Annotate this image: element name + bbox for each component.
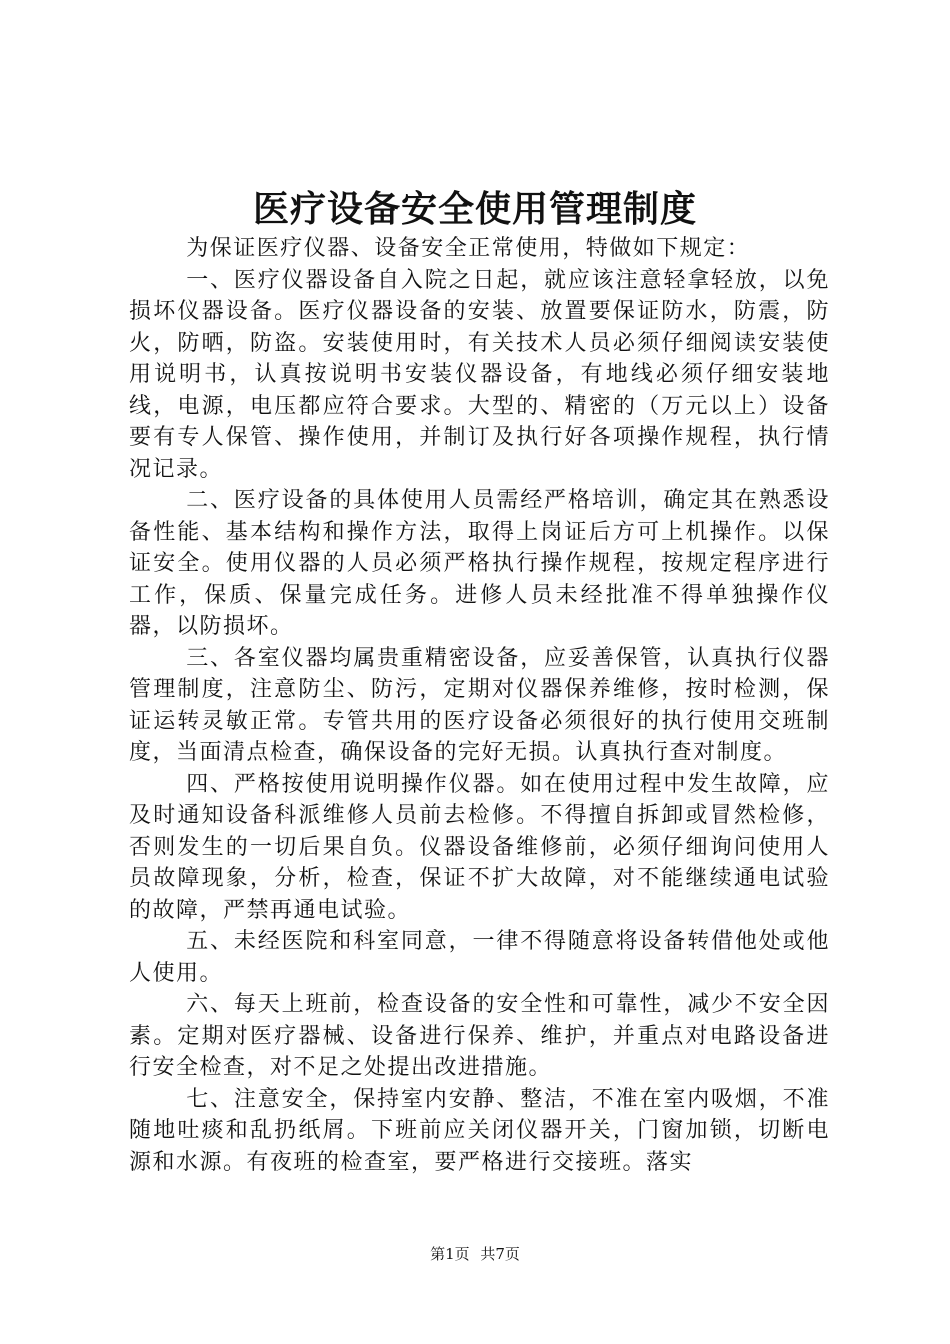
document-body [129,233,830,1178]
rule-paragraph-7: 七、注意安全，保持室内安静、整洁，不准在室内吸烟，不准随地吐痰和乱扔纸屑。下班前应关闭仪器开关，门窗加锁，切断电源和水源。有夜班的检查室，要严格进行交接班。落实 [129,1086,830,1175]
rule-paragraph-4: 四、严格按使用说明操作仪器。如在使用过程中发生故障，应及时通知设备科派维修人员前去检修。不得擅自拆卸或冒然检修，否则发生的一切后果自负。仪器设备维修前，必须仔细询问使用人员故障现象，分析，检查，保证不扩大故障，对不能继续通电试验的故障，严禁再通电试验。 [129,771,830,923]
rule-paragraph-2: 二、医疗设备的具体使用人员需经严格培训，确定其在熟悉设备性能、基本结构和操作方法，取得上岗证后方可上机操作。以保证安全。使用仪器的人员必须严格执行操作规程，按规定程序进行工作，保质、保量完成任务。进修人员未经批准不得单独操作仪器，以防损坏。 [129,488,830,639]
page-number: 第1页 [430,1245,470,1263]
page-total: 共7页 [480,1245,520,1263]
rule-paragraph-5: 五、未经医院和科室同意，一律不得随意将设备转借他处或他人使用。 [129,929,830,986]
page-footer [0,1244,950,1264]
document-title: 医疗设备安全使用管理制度 [252,188,697,230]
rule-paragraph-6: 六、每天上班前，检查设备的安全性和可靠性，减少不安全因素。定期对医疗器械、设备进行保养、维护，并重点对电路设备进行安全检查，对不足之处提出改进措施。 [129,992,830,1080]
rule-paragraph-1: 一、医疗仪器设备自入院之日起，就应该注意轻拿轻放，以免损坏仪器设备。医疗仪器设备的安装、放置要保证防水，防震，防火，防晒，防盗。安装使用时，有关技术人员必须仔细阅读安装使用说明书，认真按说明书安装仪器设备，有地线必须仔细安装地线，电源，电压都应符合要求。大型的、精密的（万元以上）设备要有专人保管、操作使用，并制订及执行好各项操作规程，执行情况记录。 [129,267,830,482]
intro-paragraph: 为保证医疗仪器、设备安全正常使用，特做如下规定： [186,236,751,261]
rule-paragraph-3: 三、各室仪器均属贵重精密设备，应妥善保管，认真执行仪器管理制度，注意防尘、防污，定期对仪器保养维修，按时检测，保证运转灵敏正常。专管共用的医疗设备必须很好的执行使用交班制度，当面清点检查，确保设备的完好无损。认真执行查对制度。 [129,645,830,765]
